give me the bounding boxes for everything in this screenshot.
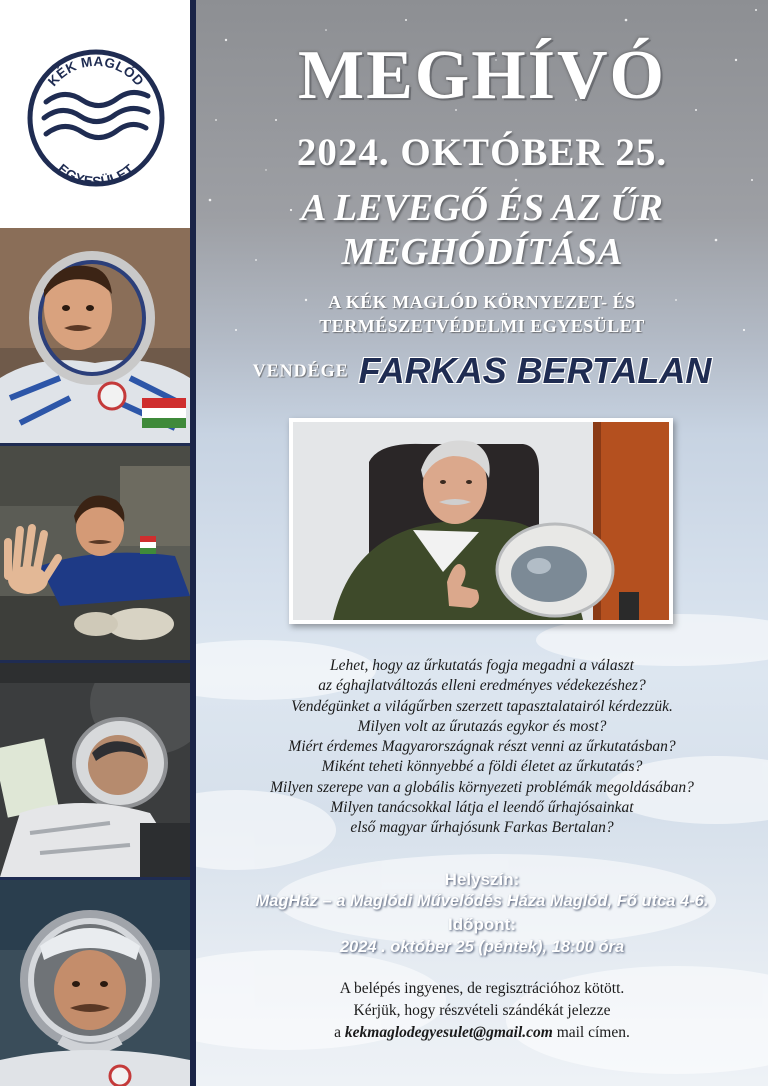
questions-list: [196, 656, 768, 839]
guest-line: [196, 350, 768, 392]
venue-label: Helyszín:: [444, 870, 520, 889]
logo-waves-icon: [44, 92, 148, 137]
kek-maglod-logo: [20, 44, 172, 192]
venue-value: MagHáz – a Maglódi Művelődés Háza Maglód, Fő utca 4-6.: [255, 892, 709, 910]
logo-text-top: KÉK MAGLÓD: [44, 53, 148, 90]
question-line: az éghajlatváltozás elleni eredményes védekezéshez?: [318, 677, 646, 695]
question-line: Vendégünket a világűrben szerzett tapasztalatairól kérdezzük.: [291, 697, 673, 715]
question-line: első magyar űrhajósunk Farkas Bertalan?: [350, 819, 614, 837]
page-title: MEGHÍVÓ: [298, 37, 666, 114]
svg-text:KÉK MAGLÓD: [45, 54, 147, 89]
question-line: Milyen volt az űrutazás egykor és most?: [357, 717, 607, 735]
subtitle-line: MEGHÓDÍTÁSA: [341, 231, 623, 273]
question-line: Miként teheti könnyebbé a földi életet az űrkutatás?: [321, 758, 643, 776]
event-date: 2024. OKTÓBER 25.: [296, 131, 668, 174]
footer-line: A belépés ingyenes, de regisztrációhoz kötött.: [339, 980, 625, 997]
footer-line: Kérjük, hogy részvételi szándékát jelezze: [353, 1002, 611, 1019]
guest-prefix: VENDÉGE: [252, 360, 349, 381]
svg-text:EGYESÜLET: [55, 161, 137, 189]
subtitle-line: A LEVEGŐ ÉS AZ ŰR: [301, 187, 663, 229]
logo-text-bottom: EGYESÜLET: [54, 161, 138, 190]
registration-note: [196, 978, 768, 1044]
cosmonaut-portrait-photo: [0, 228, 190, 443]
guest-photo: [289, 418, 673, 624]
question-line: Lehet, hogy az űrkutatás fogja megadni a választ: [330, 657, 634, 674]
logo-area: [0, 0, 193, 228]
cosmonaut-cockpit-photo: [0, 663, 190, 877]
question-line: Miért érdemes Magyarországnak részt venni az űrkutatásban?: [288, 738, 676, 756]
guest-name: FARKAS BERTALAN: [358, 350, 712, 391]
footer-suffix: mail címen.: [556, 1024, 630, 1041]
time-label: Időpont:: [448, 915, 516, 934]
event-subtitle: [196, 186, 768, 274]
cosmonaut-helmet-photo: [0, 880, 190, 1086]
footer-prefix: a: [334, 1024, 342, 1041]
time-value: 2024 . október 25 (péntek), 18:00 óra: [339, 938, 625, 956]
footer-line: [196, 1022, 768, 1044]
contact-email-link[interactable]: kekmaglodegyesulet@gmail.com: [344, 1024, 553, 1041]
organization-line: A KÉK MAGLÓD KÖRNYEZET- ÉS: [328, 292, 636, 312]
cosmonaut-waving-photo: [0, 446, 190, 660]
organization-name: [196, 290, 768, 338]
organization-line: TERMÉSZETVÉDELMI EGYESÜLET: [319, 316, 645, 336]
question-line: Milyen szerepe van a globális környezeti problémák megoldásában?: [270, 778, 694, 796]
left-photo-column: [0, 0, 193, 1086]
main-content: [196, 0, 768, 1086]
question-line: Milyen tanácsokkal látja el leendő űrhajósainkat: [330, 799, 634, 817]
